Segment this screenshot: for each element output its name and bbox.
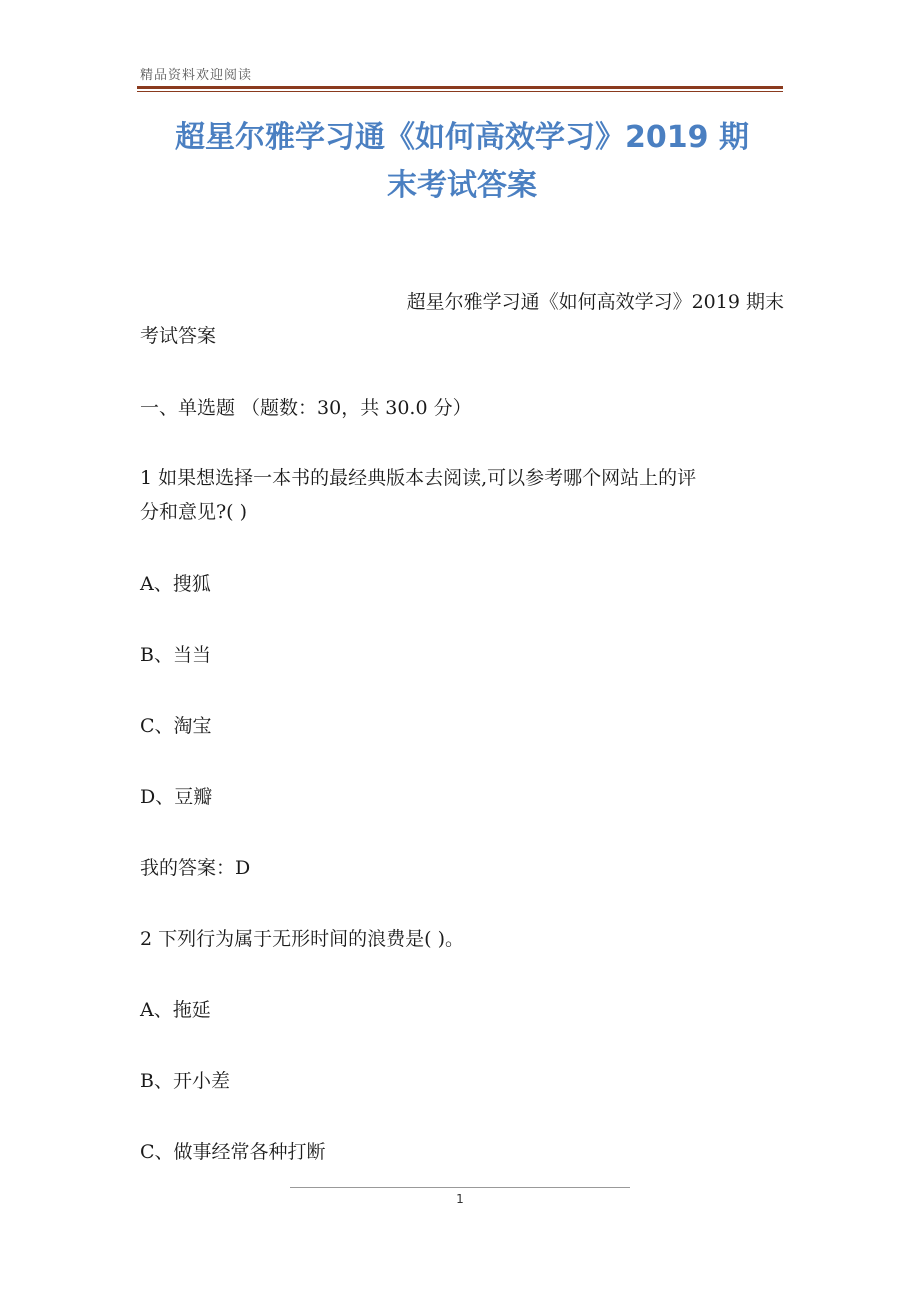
header-label: 精品资料欢迎阅读 [140, 68, 253, 83]
footer-rule [290, 1187, 630, 1188]
header-rule-thick [137, 86, 783, 89]
question-1-option-d: D、豆瓣 [140, 786, 213, 808]
title-line-2: 末考试答案 [387, 168, 537, 203]
intro-line-2: 考试答案 [140, 325, 217, 347]
page-number: 1 [456, 1192, 464, 1206]
question-2-text: 2 下列行为属于无形时间的浪费是( )。 [140, 928, 464, 950]
question-1-option-a: A、搜狐 [140, 573, 211, 595]
question-2-option-b: B、开小差 [140, 1070, 230, 1092]
question-1-text-line-2: 分和意见?( ) [140, 501, 248, 523]
title-line-1: 超星尔雅学习通《如何高效学习》2019 期 [175, 120, 749, 155]
document-title [140, 114, 784, 210]
question-1-text-line-1: 1 如果想选择一本书的最经典版本去阅读,可以参考哪个网站上的评 [140, 467, 697, 489]
intro-line-1: 超星尔雅学习通《如何高效学习》2019 期末 [406, 291, 784, 313]
question-2-option-c: C、做事经常各种打断 [140, 1141, 326, 1163]
question-2-option-a: A、拖延 [140, 999, 211, 1021]
question-1-option-b: B、当当 [140, 644, 211, 666]
header-rule-thin [137, 91, 783, 92]
section-heading: 一、单选题 （题数：30，共 30.0 分） [140, 397, 472, 419]
question-1-option-c: C、淘宝 [140, 715, 212, 737]
question-1-answer: 我的答案：D [140, 857, 251, 879]
